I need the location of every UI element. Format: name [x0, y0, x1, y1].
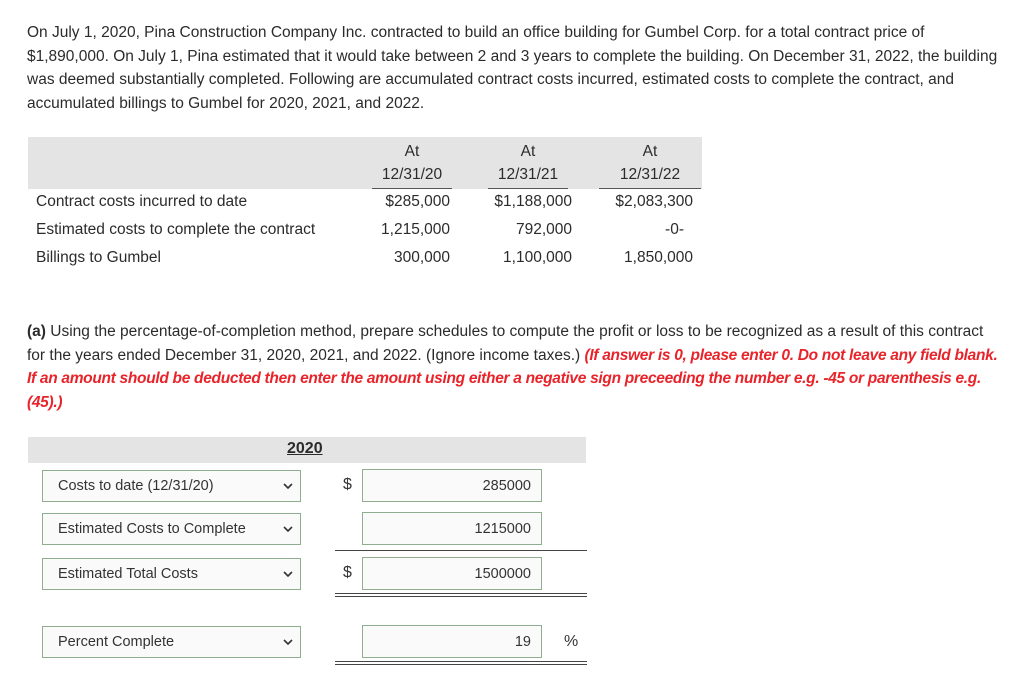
- select-value: Estimated Costs to Complete: [58, 521, 246, 537]
- cell-billings-2021: 1,100,000: [503, 249, 572, 266]
- total-double-line-bottom: [335, 596, 587, 597]
- question-text: [27, 320, 1002, 414]
- column-header-line1: At: [520, 143, 536, 160]
- row-label-costs-incurred: Contract costs incurred to date: [36, 193, 248, 210]
- currency-symbol: $: [343, 564, 352, 581]
- column-header-line2: 12/31/22: [619, 166, 681, 183]
- select-value: Estimated Total Costs: [58, 566, 198, 582]
- select-value: Percent Complete: [58, 634, 175, 650]
- subtotal-line: [335, 550, 587, 551]
- question-body: Using the percentage-of-completion method, prepare schedules to compute the profit or loss to be recognized as a result of this contract for the years ended December 31, 2020, 2021, and 2022. (Ignore income taxes.): [27, 323, 984, 364]
- cell-estimated-2021: 792,000: [515, 221, 572, 238]
- problem-intro-text: On July 1, 2020, Pina Construction Company Inc. contracted to build an office building for Gumbel Corp. for a total contract price of $1,890,000. On July 1, Pina estimated that it would take between 2 and 3 years to complete the building. On December 31, 2022, the building was deemed substantially completed. Following are accumulated contract costs incurred, estimated costs to complete the contract, and accumulated billings to Gumbel for 2020, 2021, and 2022.: [27, 24, 998, 112]
- cell-estimated-2022: -0-: [665, 221, 684, 238]
- cell-billings-2022: 1,850,000: [624, 249, 693, 266]
- chevron-down-icon: [282, 568, 294, 580]
- cell-costs-2020: $285,000: [385, 193, 450, 210]
- input-estimated-costs[interactable]: 1215000: [362, 512, 542, 545]
- percent-double-line-bottom: [335, 664, 587, 665]
- chevron-down-icon: [282, 636, 294, 648]
- cell-estimated-2020: 1,215,000: [381, 221, 450, 238]
- column-header-line2: 12/31/20: [381, 166, 443, 183]
- cell-costs-2021: $1,188,000: [494, 193, 572, 210]
- question-part: (a): [27, 323, 46, 340]
- schedule-select-estimated-costs[interactable]: [42, 513, 301, 545]
- column-header-line1: At: [642, 143, 658, 160]
- column-header-2022: [599, 140, 701, 186]
- cell-costs-2022: $2,083,300: [615, 193, 693, 210]
- percent-symbol: %: [564, 633, 579, 650]
- column-header-2020: [372, 140, 452, 186]
- row-label-estimated-costs: Estimated costs to complete the contract: [36, 221, 316, 238]
- row-label-billings: Billings to Gumbel: [36, 249, 161, 266]
- input-estimated-total[interactable]: 1500000: [362, 557, 542, 590]
- schedule-year-label: 2020: [287, 440, 323, 457]
- column-header-2021: [488, 140, 568, 186]
- chevron-down-icon: [282, 480, 294, 492]
- total-double-line-top: [335, 593, 587, 594]
- input-percent-complete[interactable]: 19: [362, 625, 542, 658]
- schedule-select-estimated-total[interactable]: [42, 558, 301, 590]
- schedule-select-percent-complete[interactable]: [42, 626, 301, 658]
- chevron-down-icon: [282, 523, 294, 535]
- schedule-select-costs-to-date[interactable]: [42, 470, 301, 502]
- column-header-line2: 12/31/21: [497, 166, 559, 183]
- select-value: Costs to date (12/31/20): [58, 478, 214, 494]
- input-costs-to-date[interactable]: 285000: [362, 469, 542, 502]
- percent-double-line-top: [335, 661, 587, 662]
- currency-symbol: $: [343, 476, 352, 493]
- cell-billings-2020: 300,000: [393, 249, 450, 266]
- question-instruction: (If answer is 0, please enter 0. Do not leave any field blank. If an amount should be deducted then enter the amount using either a negative sign preceeding the number e.g. -45 or parenthesis e.g. (45).): [27, 346, 998, 411]
- column-header-line1: At: [404, 143, 420, 160]
